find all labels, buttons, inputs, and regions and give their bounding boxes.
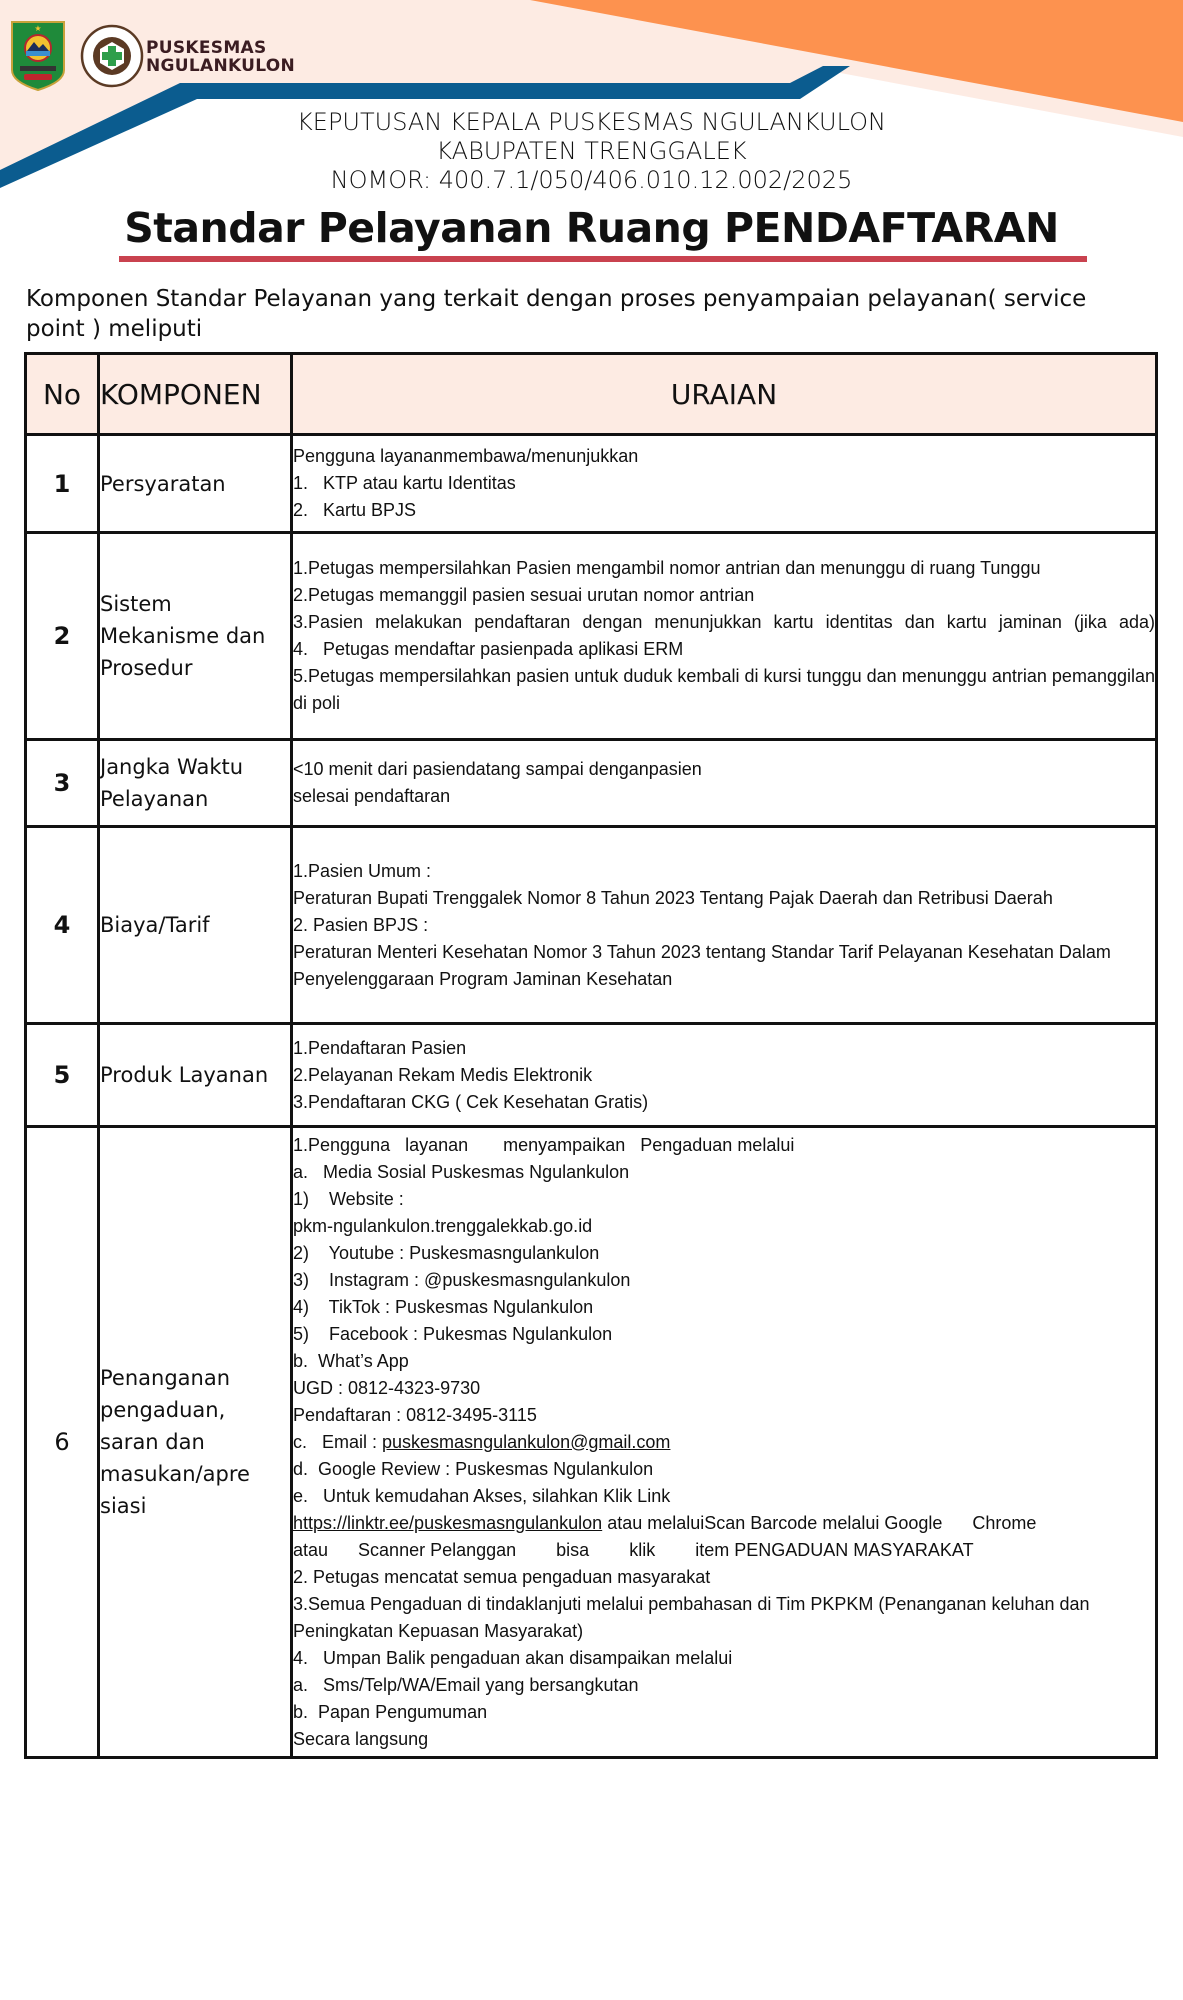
linktree-link[interactable]: https://linktr.ee/puskesmasngulankulon — [293, 1512, 603, 1533]
table-row — [26, 740, 1157, 827]
brand-name-line2: NGULANKULON — [146, 56, 296, 76]
uraian-line: b. Papan Pengumuman — [293, 1701, 488, 1722]
ugd-phone: UGD : 0812-4323-9730 — [293, 1377, 481, 1398]
header-komponen: KOMPONEN — [99, 354, 292, 435]
decree-line-1: KEPUTUSAN KEPALA PUSKESMAS NGULANKULON — [297, 108, 886, 136]
row-number: 3 — [26, 740, 99, 827]
puskesmas-logo — [80, 24, 144, 88]
uraian-line: 5) Facebook : Pukesmas Ngulankulon — [293, 1323, 613, 1344]
uraian-line: 2. Kartu BPJS — [293, 500, 417, 520]
decree-number: NOMOR: 400.7.1/050/406.010.12.002/2025 — [330, 166, 853, 194]
table-row — [26, 1127, 1157, 1758]
registration-phone: Pendaftaran : 0812-3495-3115 — [293, 1404, 537, 1425]
decree-line-2: KABUPATEN TRENGGALEK — [436, 137, 747, 165]
brand-name-line1: PUSKESMAS — [146, 38, 267, 58]
website-address: pkm-ngulankulon.trenggalekkab.go.id — [293, 1215, 593, 1236]
email-link[interactable]: puskesmasngulankulon@gmail.com — [382, 1431, 671, 1452]
row-komponen: Penanganan pengaduan, saran dan masukan/apre siasi — [99, 1127, 292, 1758]
uraian-line: e. Untuk kemudahan Akses, silahkan Klik Link — [293, 1485, 671, 1506]
uraian-line: 1) Website : — [293, 1188, 404, 1209]
row-uraian — [292, 740, 1157, 827]
uraian-line: 1. KTP atau kartu Identitas — [293, 473, 516, 493]
row-number: 5 — [26, 1024, 99, 1127]
row-komponen: Sistem Mekanisme dan Prosedur — [99, 533, 292, 740]
row-number: 4 — [26, 827, 99, 1024]
uraian-line: Pengguna layananmembawa/menunjukkan — [293, 446, 639, 466]
uraian-line: <10 menit dari pasiendatang sampai denganpasien — [293, 759, 702, 779]
table-row — [26, 533, 1157, 740]
uraian-line: 3.Pendaftaran CKG ( Cek Kesehatan Gratis) — [293, 1091, 649, 1112]
uraian-line: Peraturan Menteri Kesehatan Nomor 3 Tahun 2023 tentang Standar Tarif Pelayanan Kesehatan Dalam Penyelenggaraan Program Jaminan Kesehatan — [293, 941, 1116, 989]
table-row — [26, 435, 1157, 533]
row-uraian — [292, 435, 1157, 533]
uraian-line: 3.Pasien melakukan pendaftaran dengan menunjukkan kartu identitas dan kartu jaminan (jika ada) — [293, 612, 1155, 632]
uraian-line: 2) Youtube : Puskesmasngulankulon — [293, 1242, 600, 1263]
email-line — [293, 1429, 1155, 1456]
row-komponen: Jangka Waktu Pelayanan — [99, 740, 292, 827]
uraian-line: Peraturan Bupati Trenggalek Nomor 8 Tahun 2023 Tentang Pajak Daerah dan Retribusi Daerah — [293, 887, 1053, 908]
uraian-line: 4. Umpan Balik pengaduan akan disampaikan melalui — [293, 1647, 733, 1668]
uraian-line: d. Google Review : Puskesmas Ngulankulon — [293, 1458, 654, 1479]
brand-name — [146, 39, 295, 75]
table-header-row — [26, 354, 1157, 435]
uraian-line: 3) Instagram : @puskesmasngulankulon — [293, 1269, 631, 1290]
title-underline — [119, 256, 1087, 262]
uraian-line: 1.Petugas mempersilahkan Pasien mengambil nomor antrian dan menunggu di ruang Tunggu — [293, 558, 1041, 578]
uraian-line: 4. Petugas mendaftar pasienpada aplikasi ERM — [293, 639, 684, 659]
table-row — [26, 1024, 1157, 1127]
row-uraian — [292, 1127, 1157, 1758]
header-no: No — [26, 354, 99, 435]
uraian-line: 2. Petugas mencatat semua pengaduan masyarakat — [293, 1566, 711, 1587]
uraian-line: 1.Pasien Umum : — [293, 860, 432, 881]
service-standard-table — [24, 352, 1158, 1759]
uraian-line: a. Sms/Telp/WA/Email yang bersangkutan — [293, 1674, 639, 1695]
uraian-line: 2.Petugas memanggil pasien sesuai urutan nomor antrian — [293, 585, 755, 605]
uraian-line: 3.Semua Pengaduan di tindaklanjuti melalui pembahasan di Tim PKPKM (Penanganan keluhan dan Peningkatan Kepuasan Masyarakat) — [293, 1593, 1095, 1641]
table-row — [26, 827, 1157, 1024]
uraian-line: selesai pendaftaran — [293, 786, 451, 806]
row-number: 2 — [26, 533, 99, 740]
intro-paragraph: Komponen Standar Pelayanan yang terkait dengan proses penyampaian pelayanan( service point ) meliputi — [26, 286, 1087, 342]
linktree-suffix: atau melaluiScan Barcode melalui Google Chrome — [602, 1512, 1037, 1533]
uraian-line: 1.Pengguna layanan menyampaikan Pengaduan melalui — [293, 1134, 795, 1155]
header-uraian: URAIAN — [292, 354, 1157, 435]
row-komponen: Biaya/Tarif — [99, 827, 292, 1024]
uraian-line: a. Media Sosial Puskesmas Ngulankulon — [293, 1161, 630, 1182]
uraian-line: 1.Pendaftaran Pasien — [293, 1037, 467, 1058]
row-uraian — [292, 1024, 1157, 1127]
svg-text:★: ★ — [34, 24, 42, 33]
uraian-line: b. What’s App — [293, 1350, 409, 1371]
uraian-line: Secara langsung — [293, 1728, 429, 1749]
page-title: Standar Pelayanan Ruang PENDAFTARAN — [124, 204, 1059, 252]
uraian-line: atau Scanner Pelanggan bisa klik item PENGADUAN MASYARAKAT — [293, 1539, 974, 1560]
row-uraian — [292, 533, 1157, 740]
row-number: 6 — [26, 1127, 99, 1758]
row-uraian — [292, 827, 1157, 1024]
row-komponen: Produk Layanan — [99, 1024, 292, 1127]
kabupaten-emblem-logo — [8, 18, 68, 92]
email-label: c. Email : — [293, 1431, 383, 1452]
decree-heading — [0, 108, 1183, 195]
uraian-line: 2. Pasien BPJS : — [293, 914, 429, 935]
row-number: 1 — [26, 435, 99, 533]
uraian-line: 5.Petugas mempersilahkan pasien untuk duduk kembali di kursi tunggu dan menunggu antrian pemanggilan di poli — [293, 666, 1155, 713]
uraian-line: 4) TikTok : Puskesmas Ngulankulon — [293, 1296, 594, 1317]
row-komponen: Persyaratan — [99, 435, 292, 533]
uraian-line: 2.Pelayanan Rekam Medis Elektronik — [293, 1064, 593, 1085]
linktree-line — [293, 1510, 1155, 1537]
